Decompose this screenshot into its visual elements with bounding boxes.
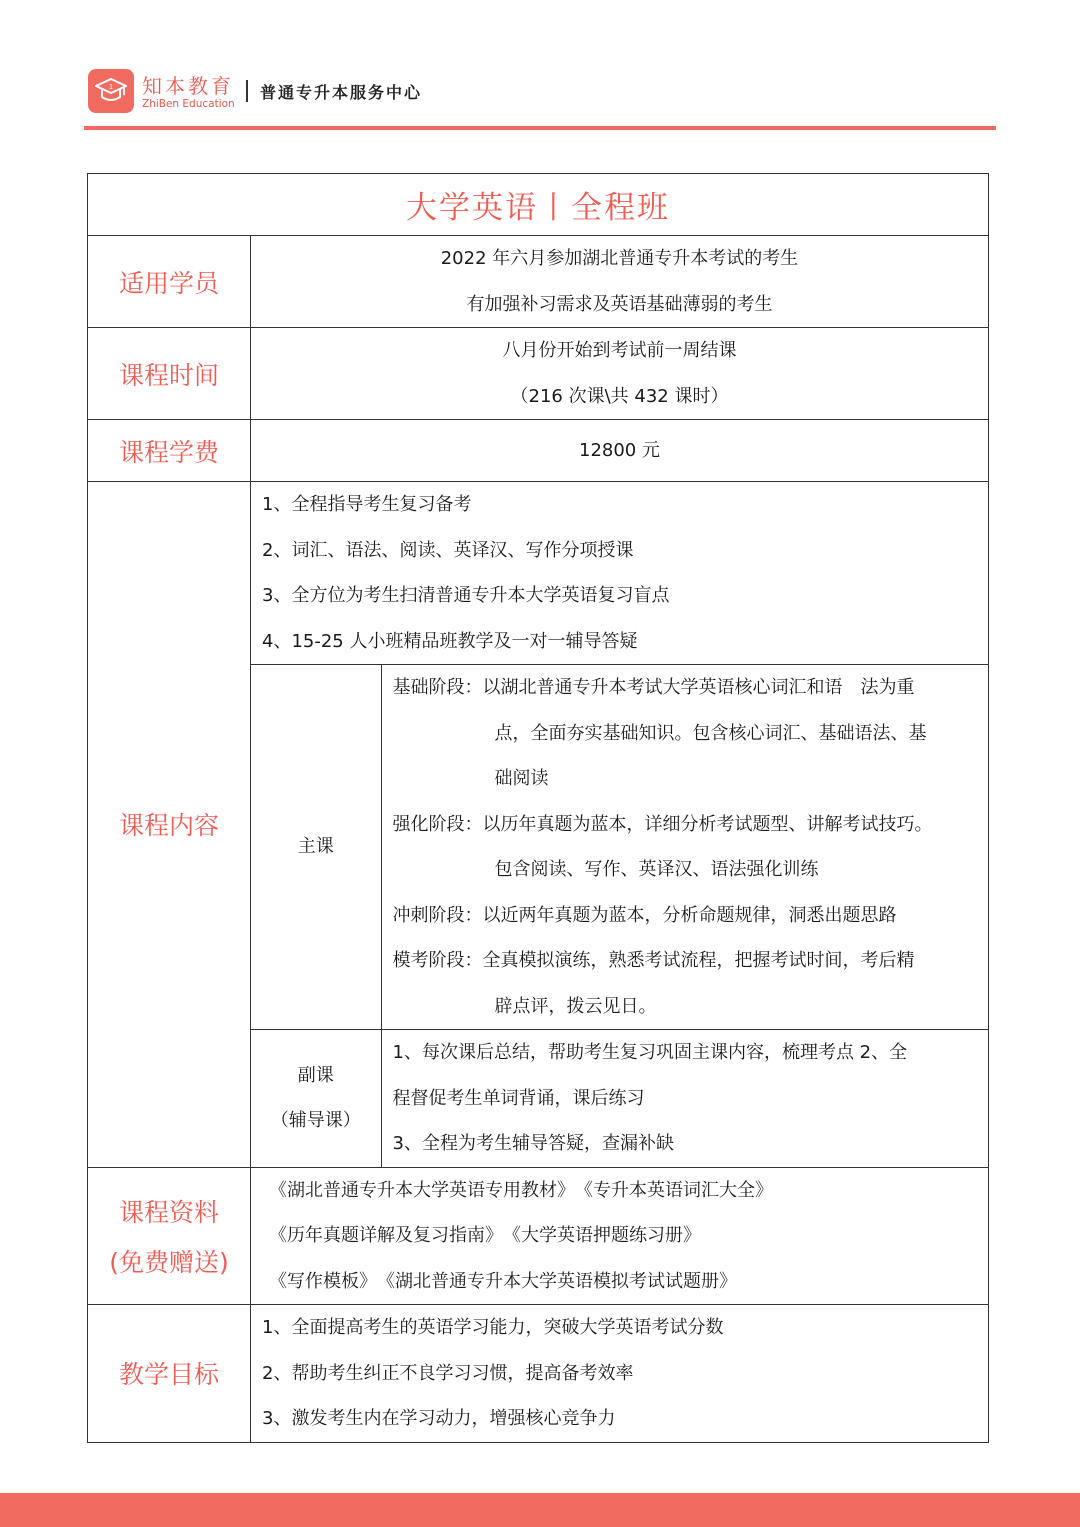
materials-label-2: (免费赠送): [109, 1247, 229, 1277]
list-item: 2、词汇、语法、阅读、英译汉、写作分项授课: [262, 539, 634, 561]
sub-course-row: [251, 1030, 988, 1167]
stage-intensive: [393, 802, 983, 893]
list-item: 程督促考生单词背诵，课后练习: [392, 1087, 645, 1109]
course-breakdown: [251, 664, 988, 1167]
stage-key: 基础阶段：: [392, 677, 483, 698]
content-label: 课程内容: [88, 482, 251, 1168]
stage-key: 模考阶段：: [392, 950, 483, 971]
stage-text: 点，全面夯实基础知识。包含核心词汇、基础语法、基: [494, 722, 927, 744]
stage-basic: [393, 665, 983, 802]
goals-row: [88, 1305, 989, 1443]
content-row: [88, 482, 989, 1168]
goals-value: [251, 1305, 989, 1443]
main-course-row: [251, 665, 988, 1030]
list-item: 1、全面提高考生的英语学习能力，突破大学英语考试分数: [262, 1317, 724, 1338]
stage-text: 辟点评，拨云见日。: [494, 995, 657, 1017]
list-item: 1、全程指导考生复习备考: [262, 494, 472, 515]
list-item: 3、激发考生内在学习动力，增强核心竞争力: [262, 1408, 616, 1429]
schedule-line-2: （216 次课\共 432 课时）: [510, 385, 729, 407]
footer-band: [0, 1493, 1080, 1527]
stage-text: 以历年真题为蓝本，详细分析考试题型、讲解考试技巧。: [482, 813, 933, 835]
stage-sprint: [393, 893, 983, 939]
brand-name: 知本教育: [142, 74, 234, 98]
fee-row: [88, 420, 989, 482]
students-label: 适用学员: [88, 236, 251, 328]
materials-label-1: 课程资料: [118, 1197, 219, 1227]
content-value: [251, 482, 989, 1168]
brand-name-en: ZhiBen Education: [142, 98, 235, 110]
stage-key: 强化阶段：: [392, 813, 483, 835]
list-item: 3、全程为考生辅导答疑，查漏补缺: [392, 1133, 674, 1154]
list-item: 《湖北普通专升本大学英语专用教材》 《专升本英语词汇大全》: [269, 1179, 773, 1201]
table-title: 大学英语丨全程班: [88, 174, 989, 236]
header-divider: [246, 80, 248, 102]
students-line-2: 有加强补习需求及英语基础薄弱的考生: [466, 293, 773, 315]
schedule-value: [251, 328, 989, 420]
stage-text: 包含阅读、写作、英译汉、语法强化训练: [494, 859, 819, 880]
header-rule: [84, 126, 996, 130]
list-item: 3、全方位为考生扫清普通专升本大学英语复习盲点: [262, 585, 670, 606]
stage-text: 全真模拟演练，熟悉考试流程，把握考试时间，考后精: [482, 950, 915, 971]
fee-label: 课程学费: [88, 420, 251, 482]
goals-label: 教学目标: [88, 1305, 251, 1443]
stage-text: 以近两年真题为蓝本，分析命题规律，洞悉出题思路: [482, 904, 897, 926]
schedule-line-1: 八月份开始到考试前一周结课: [502, 340, 737, 361]
materials-label: [88, 1167, 251, 1305]
sub-course-value: [381, 1030, 988, 1167]
header-slogan: 普通专升本服务中心: [260, 83, 423, 102]
list-item: 4、15-25 人小班精品班教学及一对一辅导答疑: [262, 630, 638, 652]
logo-icon: [88, 69, 134, 113]
materials-value: [251, 1167, 989, 1305]
stage-key: 冲刺阶段：: [392, 904, 483, 926]
stage-text: 础阅读: [494, 768, 549, 789]
header: [88, 66, 994, 116]
sub-course-label-2: （辅导课）: [270, 1110, 361, 1132]
fee-value: 12800 元: [251, 420, 989, 482]
main-course-stages: [381, 665, 988, 1030]
students-row: [88, 236, 989, 328]
svg-text:1: 1: [108, 83, 114, 91]
stage-text: 以湖北普通专升本考试大学英语核心词汇和语 法为重: [482, 677, 915, 698]
stage-mock: [393, 938, 983, 1029]
title-row: [88, 174, 989, 236]
sub-course-label: [251, 1030, 381, 1167]
students-value: [251, 236, 989, 328]
content-list: [251, 482, 988, 664]
materials-row: [88, 1167, 989, 1305]
list-item: 1、每次课后总结，帮助考生复习巩固主课内容，梳理考点 2、全: [392, 1042, 908, 1063]
list-item: 《历年真题详解及复习指南》 《大学英语押题练习册》: [269, 1225, 701, 1246]
sub-course-label-1: 副课: [297, 1064, 334, 1086]
schedule-label: 课程时间: [88, 328, 251, 420]
main-course-label: 主课: [251, 665, 381, 1030]
list-item: 《写作模板》 《湖北普通专升本大学英语模拟考试试题册》: [269, 1270, 737, 1292]
students-line-1: 2022 年六月参加湖北普通专升本考试的考生: [440, 248, 799, 269]
course-table: [87, 173, 989, 1443]
schedule-row: [88, 328, 989, 420]
list-item: 2、帮助考生纠正不良学习习惯，提高备考效率: [262, 1362, 634, 1384]
